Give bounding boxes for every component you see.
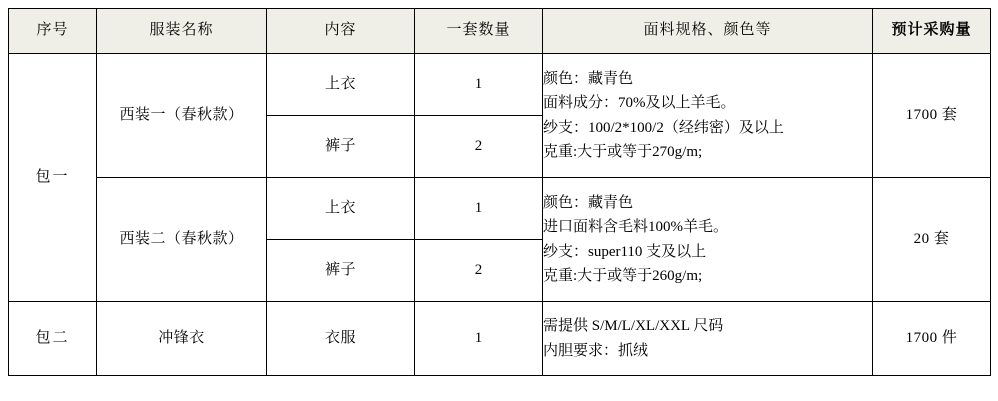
cell-content-clothes: 衣服 <box>267 302 415 376</box>
cell-package-1: 包一 <box>9 54 97 302</box>
column-header-index: 序号 <box>9 9 97 54</box>
clothing-specification-table <box>8 8 991 376</box>
table-header <box>9 9 991 54</box>
cell-amount-1: 1700 套 <box>873 54 991 178</box>
fabric-line-weight-2: 克重:大于或等于260g/m; <box>543 267 703 284</box>
cell-content-trousers-2: 裤子 <box>267 240 415 302</box>
column-header-estimated-purchase: 预计采购量 <box>873 9 991 54</box>
column-header-content: 内容 <box>267 9 415 54</box>
fabric-line-yarn-2: 纱支：super110 支及以上 <box>543 243 707 260</box>
fabric-line-color-1: 颜色：藏青色 <box>543 70 634 87</box>
table-row <box>9 178 991 240</box>
fabric-line-color-2: 颜色：藏青色 <box>543 194 634 211</box>
fabric-line-lining-3: 内胆要求：抓绒 <box>543 342 649 359</box>
table-body <box>9 54 991 376</box>
column-header-set-quantity: 一套数量 <box>415 9 543 54</box>
cell-quantity-clothes: 1 <box>415 302 543 376</box>
cell-garment-jacket-shell: 冲锋衣 <box>97 302 267 376</box>
cell-package-2: 包二 <box>9 302 97 376</box>
table-row <box>9 302 991 376</box>
cell-garment-suit-1: 西装一（春秋款） <box>97 54 267 178</box>
cell-fabric-spec-1 <box>543 54 873 178</box>
fabric-line-weight-1: 克重:大于或等于270g/m; <box>543 143 703 160</box>
fabric-line-sizes-3: 需提供 S/M/L/XL/XXL 尺码 <box>543 318 724 335</box>
cell-quantity-trousers-2: 2 <box>415 240 543 302</box>
cell-content-jacket-1: 上衣 <box>267 54 415 116</box>
cell-fabric-spec-3 <box>543 302 873 376</box>
table-header-row <box>9 9 991 54</box>
cell-fabric-spec-2 <box>543 178 873 302</box>
cell-garment-suit-2: 西装二（春秋款） <box>97 178 267 302</box>
cell-quantity-jacket-1: 1 <box>415 54 543 116</box>
cell-amount-3: 1700 件 <box>873 302 991 376</box>
fabric-line-composition-2: 进口面料含毛料100%羊毛。 <box>543 219 728 236</box>
column-header-garment-name: 服装名称 <box>97 9 267 54</box>
cell-amount-2: 20 套 <box>873 178 991 302</box>
column-header-fabric-spec: 面料规格、颜色等 <box>543 9 873 54</box>
cell-content-jacket-2: 上衣 <box>267 178 415 240</box>
cell-quantity-jacket-2: 1 <box>415 178 543 240</box>
fabric-line-yarn-1: 纱支：100/2*100/2（经纬密）及以上 <box>543 119 784 136</box>
table-row <box>9 54 991 116</box>
cell-quantity-trousers-1: 2 <box>415 116 543 178</box>
fabric-line-composition-1: 面料成分：70%及以上羊毛。 <box>543 95 736 112</box>
cell-content-trousers-1: 裤子 <box>267 116 415 178</box>
